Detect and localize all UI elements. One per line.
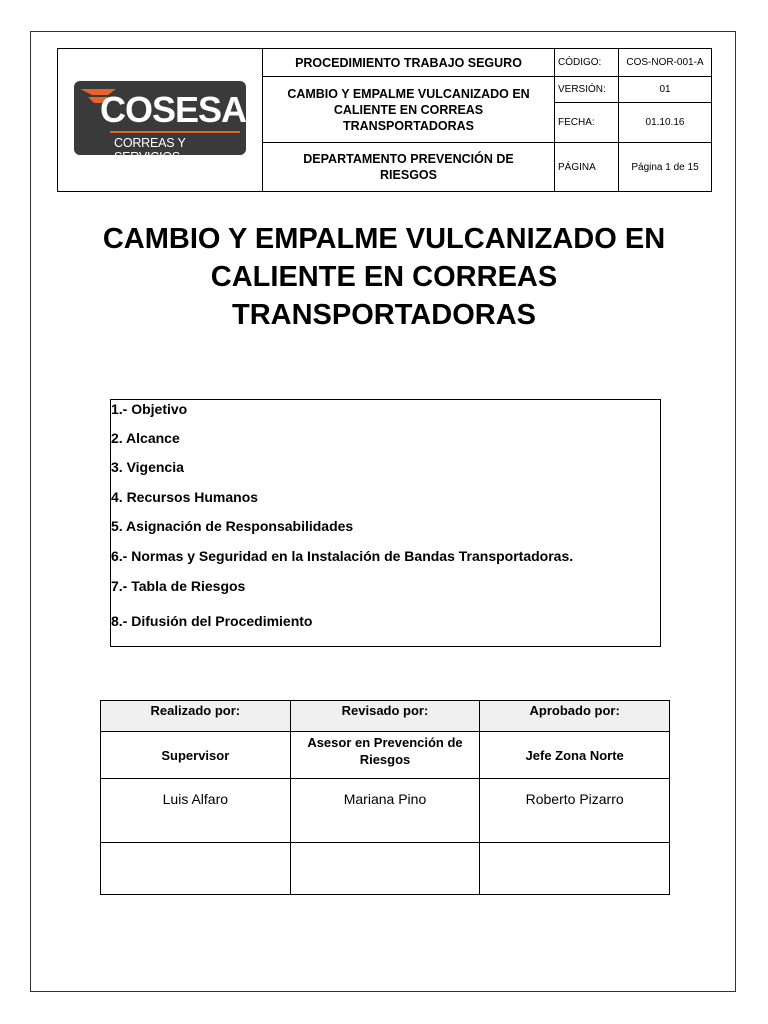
field-label-date: FECHA: (555, 103, 619, 143)
toc-item-vigencia: 3. Vigencia (111, 459, 184, 475)
field-value-date: 01.10.16 (619, 103, 712, 143)
cosesa-logo (74, 81, 247, 164)
department-label: DEPARTAMENTO PREVENCIÓN DE RIESGOS (263, 143, 555, 192)
field-value-version: 01 (619, 77, 712, 103)
field-value-page: Página 1 de 15 (619, 143, 712, 192)
procedure-title: CAMBIO Y EMPALME VULCANIZADO EN CALIENTE EN CORREAS TRANSPORTADORAS (263, 77, 555, 143)
toc-item-objetivo: 1.- Objetivo (111, 401, 188, 417)
toc-item-responsabilidades: 5. Asignación de Responsabilidades (111, 518, 354, 534)
header-realizado: Realizado por: (101, 701, 291, 732)
name-revisado: Mariana Pino (290, 779, 480, 843)
toc-item-normas-seguridad: 6.- Normas y Seguridad en la Instalación de Bandas Transportadoras. (111, 548, 574, 564)
logo-brand-text: COSESA (100, 88, 247, 130)
logo-rule (110, 131, 240, 133)
approval-table (100, 700, 670, 895)
approval-name-row (101, 779, 670, 843)
name-realizado: Luis Alfaro (101, 779, 291, 843)
title-line-3: TRANSPORTADORAS (232, 299, 536, 331)
title-line-2: CALIENTE EN CORREAS (210, 261, 558, 293)
document-title (31, 220, 737, 334)
document-header-table (57, 48, 712, 192)
title-line-1: CAMBIO Y EMPALME VULCANIZADO EN (102, 223, 666, 255)
signature-revisado (290, 843, 480, 895)
approval-role-row (101, 732, 670, 779)
toc-item-difusion: 8.- Difusión del Procedimiento (111, 613, 313, 629)
field-value-code: COS-NOR-001-A (619, 49, 712, 77)
toc-item-recursos-humanos: 4. Recursos Humanos (111, 489, 259, 505)
role-realizado: Supervisor (101, 732, 291, 779)
field-label-code: CÓDIGO: (555, 49, 619, 77)
role-aprobado: Jefe Zona Norte (480, 732, 670, 779)
table-of-contents (110, 399, 661, 647)
header-aprobado: Aprobado por: (480, 701, 670, 732)
toc-item-tabla-riesgos: 7.- Tabla de Riesgos (111, 578, 246, 594)
signature-aprobado (480, 843, 670, 895)
toc-item-alcance: 2. Alcance (111, 430, 180, 446)
header-revisado: Revisado por: (290, 701, 480, 732)
field-label-page: PÁGINA (555, 143, 619, 192)
document-page (30, 31, 736, 992)
signature-realizado (101, 843, 291, 895)
field-label-version: VERSIÓN: (555, 77, 619, 103)
approval-header-row (101, 701, 670, 732)
logo-cell (58, 49, 263, 192)
name-aprobado: Roberto Pizarro (480, 779, 670, 843)
role-revisado: Asesor en Prevención de Riesgos (290, 732, 480, 779)
logo-subtitle: CORREAS Y SERVICIOS (114, 135, 186, 164)
approval-signature-row (101, 843, 670, 895)
procedure-label: PROCEDIMIENTO TRABAJO SEGURO (263, 49, 555, 77)
